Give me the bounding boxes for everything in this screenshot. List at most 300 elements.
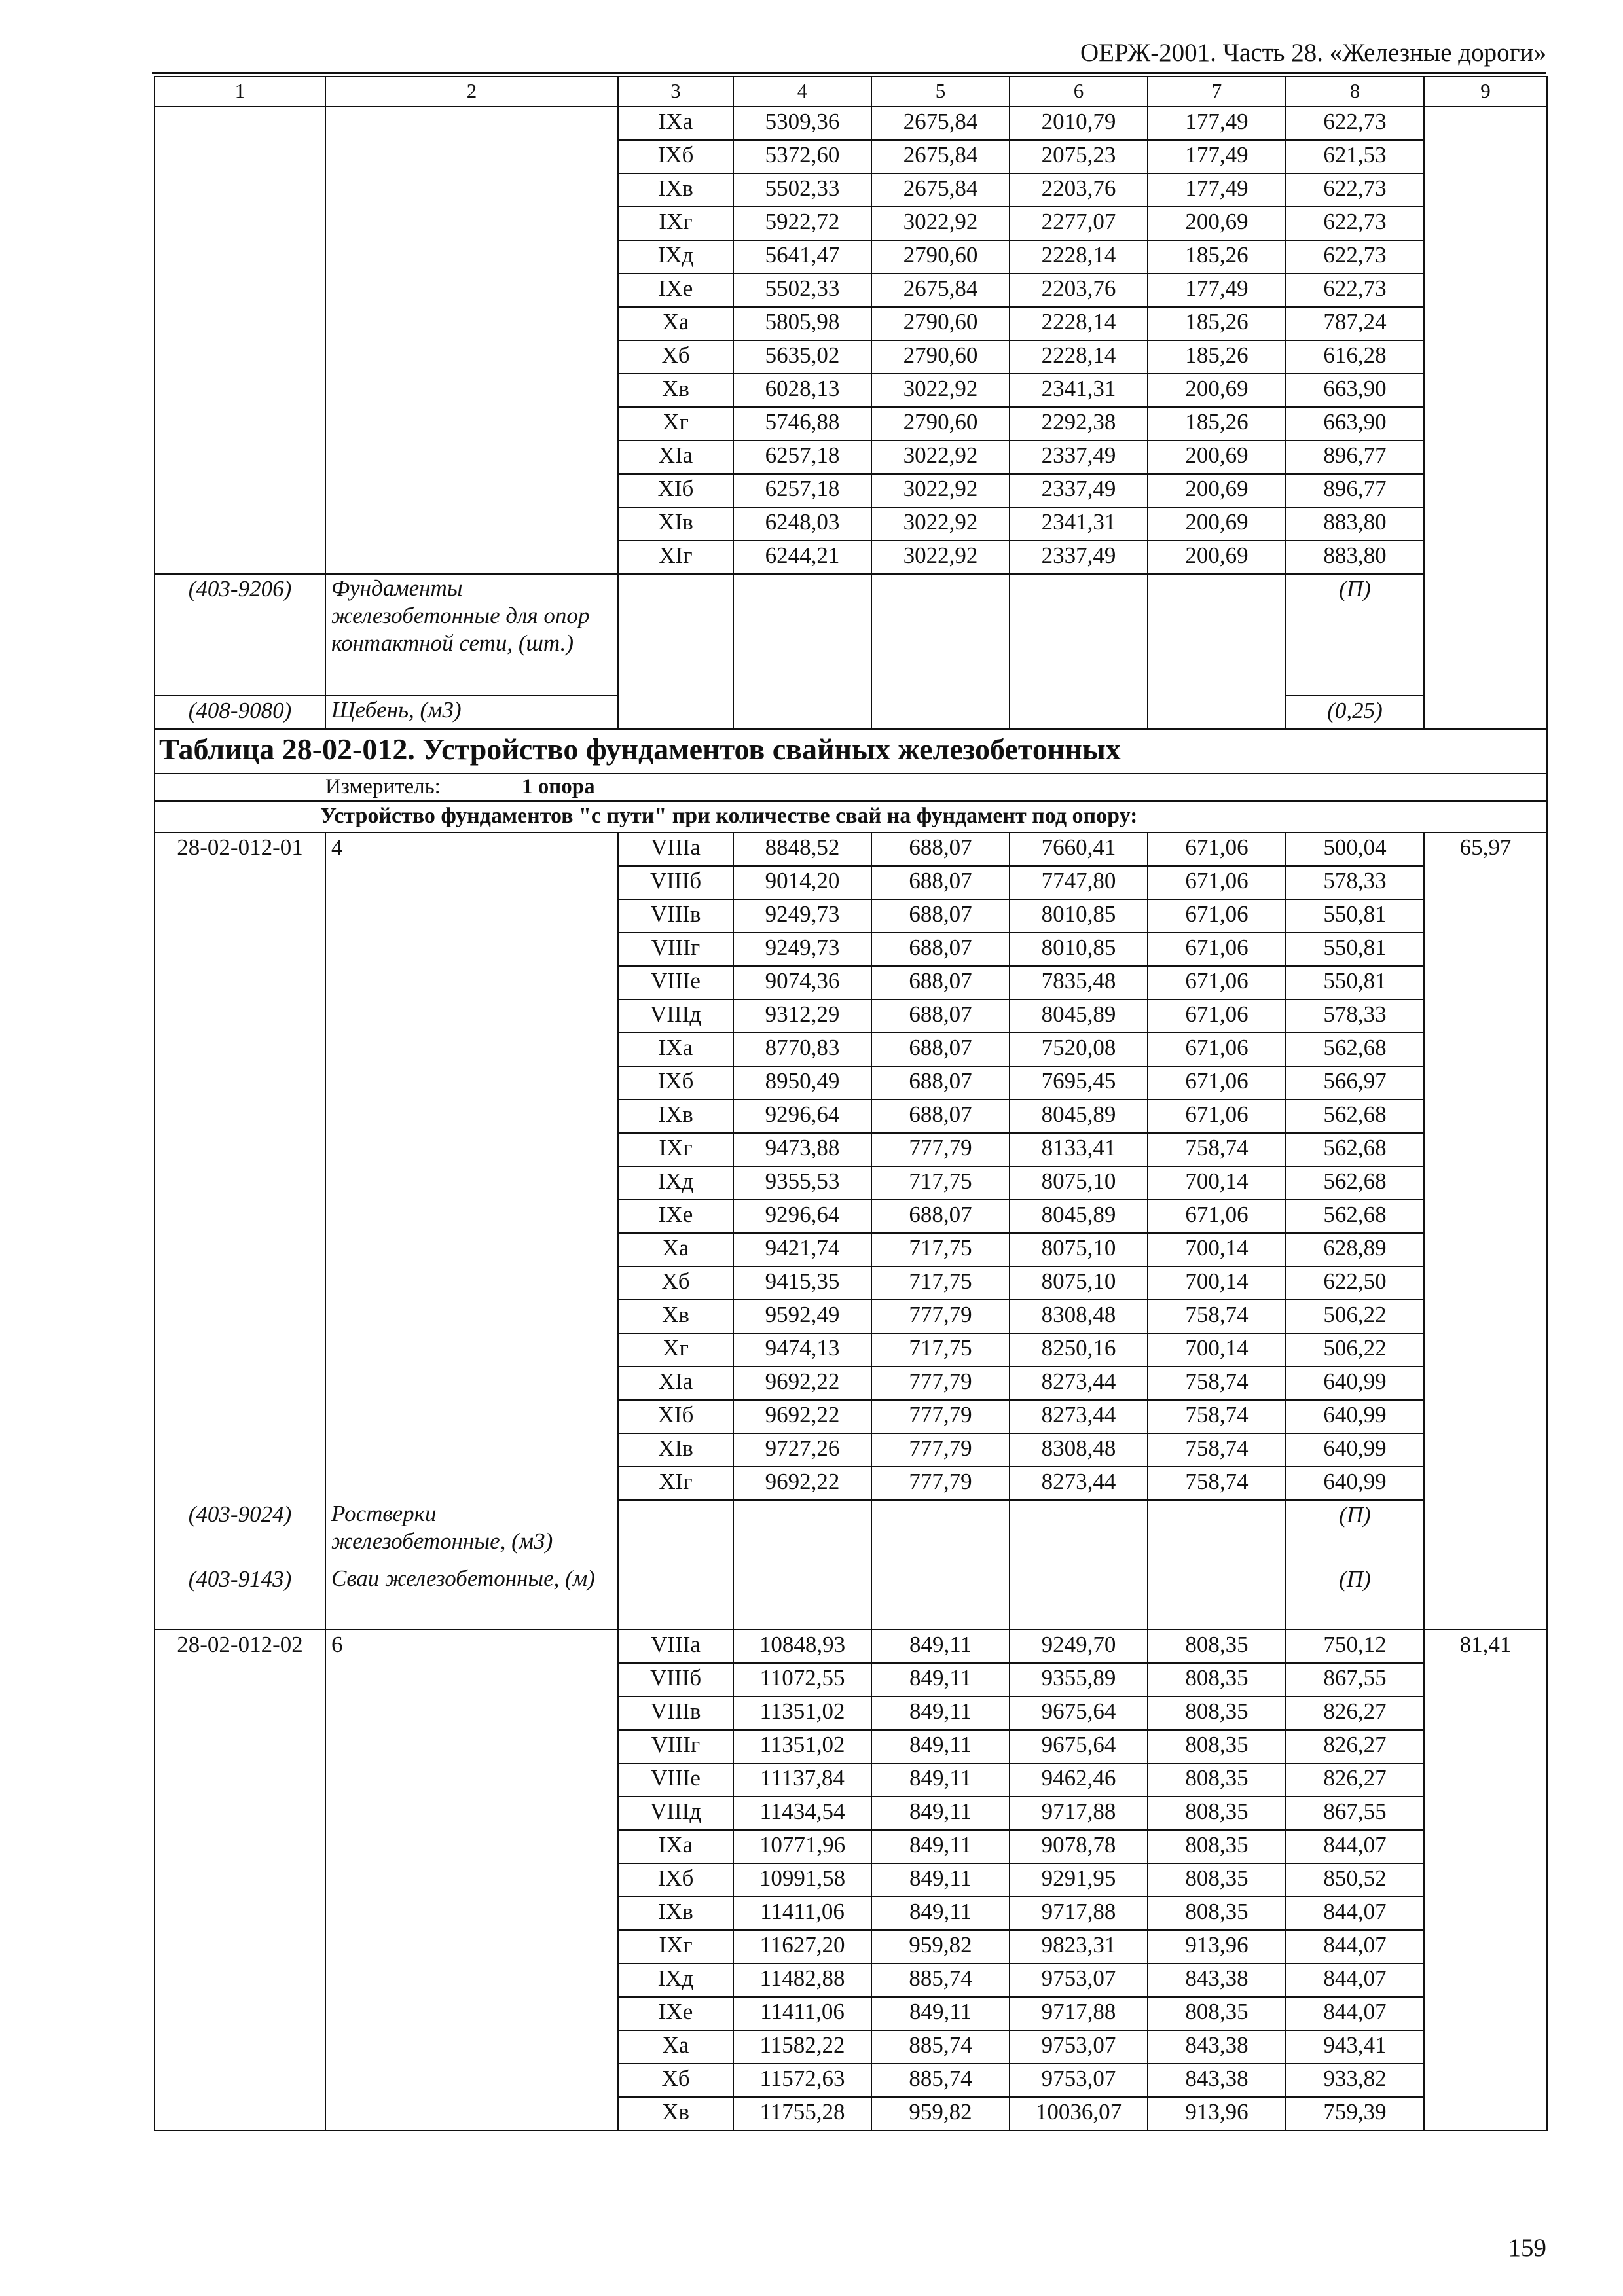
value-cell: 959,82 — [871, 1930, 1010, 1964]
zone-cell: Xв — [618, 2097, 733, 2130]
resource-code: (408-9080) — [155, 696, 325, 729]
value-cell: 10848,93 — [733, 1630, 871, 1663]
value-cell: 688,07 — [871, 833, 1010, 866]
code-cell — [155, 1100, 325, 1133]
description-cell — [325, 307, 618, 340]
code-cell — [155, 866, 325, 899]
table-row — [155, 1730, 1547, 1763]
value-cell: 9717,88 — [1010, 1797, 1148, 1830]
value-cell: 9291,95 — [1010, 1863, 1148, 1897]
value-cell: 11137,84 — [733, 1763, 871, 1797]
value-cell: 7835,48 — [1010, 966, 1148, 999]
value-cell: 808,35 — [1148, 1897, 1286, 1930]
col9-cell — [1424, 207, 1547, 240]
column-header: 2 — [325, 77, 618, 107]
code-cell — [155, 274, 325, 307]
value-cell: 200,69 — [1148, 440, 1286, 474]
code-cell — [155, 1696, 325, 1730]
description-cell — [325, 1830, 618, 1863]
zone-cell: IXв — [618, 1897, 733, 1930]
value-cell: 5502,33 — [733, 274, 871, 307]
value-cell: 808,35 — [1148, 1763, 1286, 1797]
code-cell — [155, 240, 325, 274]
value-cell: 943,41 — [1286, 2030, 1424, 2064]
value-cell: 5922,72 — [733, 207, 871, 240]
value-cell: 11482,88 — [733, 1964, 871, 1997]
zone-cell: VIIIг — [618, 933, 733, 966]
col9-cell — [1424, 1730, 1547, 1763]
value-cell: 177,49 — [1148, 173, 1286, 207]
value-cell: 640,99 — [1286, 1367, 1424, 1400]
table-row — [155, 1166, 1547, 1200]
col9-cell — [1424, 1133, 1547, 1166]
value-cell: 2675,84 — [871, 140, 1010, 173]
value-cell: 2790,60 — [871, 240, 1010, 274]
description-cell — [325, 1897, 618, 1930]
value-cell: 11627,20 — [733, 1930, 871, 1964]
value-cell: 688,07 — [871, 1066, 1010, 1100]
description-cell — [325, 207, 618, 240]
value-cell: 671,06 — [1148, 1066, 1286, 1100]
col9-cell — [1424, 474, 1547, 507]
column-header-row — [155, 77, 1547, 107]
value-cell: 3022,92 — [871, 507, 1010, 541]
value-cell: 200,69 — [1148, 541, 1286, 574]
value-cell: 185,26 — [1148, 407, 1286, 440]
table-row — [155, 1663, 1547, 1696]
value-cell: 6244,21 — [733, 541, 871, 574]
zone-cell: IXа — [618, 107, 733, 140]
value-cell: 8045,89 — [1010, 1200, 1148, 1233]
zone-cell: IXв — [618, 173, 733, 207]
empty-cell — [1148, 574, 1286, 696]
code-cell — [155, 1367, 325, 1400]
value-cell: 2341,31 — [1010, 374, 1148, 407]
value-cell: 185,26 — [1148, 307, 1286, 340]
zone-cell: IXа — [618, 1033, 733, 1066]
value-cell: 826,27 — [1286, 1696, 1424, 1730]
value-cell: 758,74 — [1148, 1400, 1286, 1433]
pile-count: 6 — [325, 1630, 618, 1663]
description-cell — [325, 966, 618, 999]
value-cell: 777,79 — [871, 1467, 1010, 1500]
table-row — [155, 1200, 1547, 1233]
value-cell: 849,11 — [871, 1730, 1010, 1763]
table-row — [155, 1467, 1547, 1500]
value-cell: 777,79 — [871, 1433, 1010, 1467]
value-cell: 550,81 — [1286, 933, 1424, 966]
empty-cell — [1424, 1565, 1547, 1630]
description-cell — [325, 866, 618, 899]
value-cell: 671,06 — [1148, 866, 1286, 899]
value-cell: 826,27 — [1286, 1763, 1424, 1797]
value-cell: 8273,44 — [1010, 1367, 1148, 1400]
value-cell: 550,81 — [1286, 899, 1424, 933]
zone-cell: IXе — [618, 1200, 733, 1233]
resource-mark: (П) — [1286, 1565, 1424, 1630]
value-cell: 9296,64 — [733, 1100, 871, 1133]
description-cell — [325, 1797, 618, 1830]
zone-cell: XIб — [618, 1400, 733, 1433]
value-cell: 8308,48 — [1010, 1300, 1148, 1333]
description-cell — [325, 899, 618, 933]
value-cell: 622,73 — [1286, 207, 1424, 240]
value-cell: 2277,07 — [1010, 207, 1148, 240]
code-cell — [155, 1763, 325, 1797]
value-cell: 896,77 — [1286, 440, 1424, 474]
col9-cell — [1424, 1696, 1547, 1730]
table-row — [155, 1997, 1547, 2030]
zone-cell: Xг — [618, 407, 733, 440]
col9-cell — [1424, 1863, 1547, 1897]
value-cell: 2228,14 — [1010, 307, 1148, 340]
value-cell: 3022,92 — [871, 440, 1010, 474]
value-cell: 959,82 — [871, 2097, 1010, 2130]
table-row — [155, 1797, 1547, 1830]
zone-cell: VIIIе — [618, 1763, 733, 1797]
col9-cell — [1424, 866, 1547, 899]
value-cell: 688,07 — [871, 1100, 1010, 1133]
description-cell — [325, 1233, 618, 1266]
code-cell — [155, 1400, 325, 1433]
empty-cell — [1424, 574, 1547, 696]
value-cell: 185,26 — [1148, 340, 1286, 374]
col9-cell — [1424, 1333, 1547, 1367]
value-cell: 10771,96 — [733, 1830, 871, 1863]
value-cell: 622,73 — [1286, 107, 1424, 140]
col9-cell — [1424, 1233, 1547, 1266]
table-row — [155, 1897, 1547, 1930]
zone-cell: IXг — [618, 1133, 733, 1166]
table-row — [155, 2064, 1547, 2097]
value-cell: 622,73 — [1286, 173, 1424, 207]
value-cell: 758,74 — [1148, 1467, 1286, 1500]
value-cell: 750,12 — [1286, 1630, 1424, 1663]
value-cell: 849,11 — [871, 1763, 1010, 1797]
value-cell: 6257,18 — [733, 440, 871, 474]
description-cell — [325, 999, 618, 1033]
value-cell: 2341,31 — [1010, 507, 1148, 541]
col9-cell — [1424, 1166, 1547, 1200]
table-row — [155, 307, 1547, 340]
table-row — [155, 407, 1547, 440]
value-cell: 883,80 — [1286, 541, 1424, 574]
value-cell: 688,07 — [871, 933, 1010, 966]
code-cell — [155, 2030, 325, 2064]
value-cell: 758,74 — [1148, 1133, 1286, 1166]
value-cell: 9078,78 — [1010, 1830, 1148, 1863]
zone-cell: VIIIе — [618, 966, 733, 999]
empty-cell — [618, 1565, 733, 1630]
code-cell — [155, 1830, 325, 1863]
code-cell — [155, 966, 325, 999]
code-cell — [155, 507, 325, 541]
table-row — [155, 999, 1547, 1033]
code-cell — [155, 999, 325, 1033]
value-cell: 578,33 — [1286, 866, 1424, 899]
value-cell: 913,96 — [1148, 1930, 1286, 1964]
value-cell: 688,07 — [871, 1033, 1010, 1066]
value-cell: 671,06 — [1148, 833, 1286, 866]
value-cell: 717,75 — [871, 1333, 1010, 1367]
value-cell: 843,38 — [1148, 1964, 1286, 1997]
value-cell: 550,81 — [1286, 966, 1424, 999]
description-cell — [325, 1367, 618, 1400]
col9-cell — [1424, 507, 1547, 541]
resource-code: (403-9024) — [155, 1500, 325, 1565]
measure-cell — [155, 774, 1547, 801]
table-row — [155, 1830, 1547, 1863]
value-cell: 808,35 — [1148, 1663, 1286, 1696]
code-cell — [155, 1897, 325, 1930]
code-cell — [155, 1930, 325, 1964]
value-cell: 506,22 — [1286, 1333, 1424, 1367]
value-cell: 688,07 — [871, 866, 1010, 899]
empty-cell — [618, 574, 733, 696]
col9-cell — [1424, 340, 1547, 374]
value-cell: 758,74 — [1148, 1367, 1286, 1400]
col9-cell — [1424, 1066, 1547, 1100]
zone-cell: VIIIб — [618, 1663, 733, 1696]
zone-cell: VIIIд — [618, 999, 733, 1033]
resource-mark: (П) — [1286, 1500, 1424, 1565]
value-cell: 777,79 — [871, 1300, 1010, 1333]
value-cell: 2228,14 — [1010, 340, 1148, 374]
resource-text: Щебень, (м3) — [325, 696, 618, 729]
value-cell: 640,99 — [1286, 1433, 1424, 1467]
description-cell — [325, 1930, 618, 1964]
value-cell: 200,69 — [1148, 507, 1286, 541]
value-cell: 9692,22 — [733, 1367, 871, 1400]
value-cell: 9692,22 — [733, 1400, 871, 1433]
zone-cell: VIIIв — [618, 899, 733, 933]
column-header: 3 — [618, 77, 733, 107]
measure-row — [155, 774, 1547, 801]
table-row — [155, 140, 1547, 173]
labor-cost: 81,41 — [1424, 1630, 1547, 1663]
value-cell: 777,79 — [871, 1133, 1010, 1166]
table-row — [155, 1630, 1547, 1663]
column-header: 1 — [155, 77, 325, 107]
value-cell: 2337,49 — [1010, 474, 1148, 507]
description-cell — [325, 1166, 618, 1200]
code-cell — [155, 173, 325, 207]
value-cell: 578,33 — [1286, 999, 1424, 1033]
zone-cell: XIг — [618, 541, 733, 574]
table-row — [155, 866, 1547, 899]
value-cell: 849,11 — [871, 1897, 1010, 1930]
col9-cell — [1424, 2064, 1547, 2097]
value-cell: 688,07 — [871, 999, 1010, 1033]
value-cell: 777,79 — [871, 1400, 1010, 1433]
col9-cell — [1424, 2097, 1547, 2130]
value-cell: 2790,60 — [871, 340, 1010, 374]
value-cell: 3022,92 — [871, 541, 1010, 574]
table-row — [155, 1763, 1547, 1797]
value-cell: 8045,89 — [1010, 1100, 1148, 1133]
col9-cell — [1424, 1200, 1547, 1233]
empty-cell — [1148, 1500, 1286, 1565]
description-cell — [325, 1433, 618, 1467]
resource-text: Ростверки железобетонные, (м3) — [325, 1500, 618, 1565]
table-row — [155, 966, 1547, 999]
resource-code: (403-9143) — [155, 1565, 325, 1630]
code-cell — [155, 2064, 325, 2097]
resource-text: Фундаменты железобетонные для опор контактной сети, (шт.) — [325, 574, 618, 696]
table-row — [155, 1400, 1547, 1433]
zone-cell: IXд — [618, 240, 733, 274]
code-cell — [155, 107, 325, 140]
value-cell: 500,04 — [1286, 833, 1424, 866]
value-cell: 8273,44 — [1010, 1467, 1148, 1500]
value-cell: 849,11 — [871, 1630, 1010, 1663]
code-cell — [155, 1964, 325, 1997]
table-row — [155, 1367, 1547, 1400]
value-cell: 844,07 — [1286, 1997, 1424, 2030]
zone-cell: IXб — [618, 140, 733, 173]
code-cell — [155, 307, 325, 340]
value-cell: 2203,76 — [1010, 274, 1148, 307]
value-cell: 11351,02 — [733, 1696, 871, 1730]
zone-cell: IXб — [618, 1863, 733, 1897]
value-cell: 7660,41 — [1010, 833, 1148, 866]
zone-cell: IXе — [618, 1997, 733, 2030]
description-cell — [325, 1997, 618, 2030]
code-cell — [155, 1730, 325, 1763]
code-cell — [155, 440, 325, 474]
value-cell: 200,69 — [1148, 207, 1286, 240]
col9-cell — [1424, 966, 1547, 999]
resource-code: (403-9206) — [155, 574, 325, 696]
code-cell — [155, 1663, 325, 1696]
col9-cell — [1424, 307, 1547, 340]
zone-cell: XIв — [618, 507, 733, 541]
value-cell: 9717,88 — [1010, 1897, 1148, 1930]
zone-cell: XIв — [618, 1433, 733, 1467]
zone-cell: Xг — [618, 1333, 733, 1367]
value-cell: 2337,49 — [1010, 440, 1148, 474]
description-cell — [325, 374, 618, 407]
empty-cell — [871, 1565, 1010, 1630]
table-row — [155, 340, 1547, 374]
table-row — [155, 1266, 1547, 1300]
value-cell: 688,07 — [871, 966, 1010, 999]
zone-cell: VIIIа — [618, 833, 733, 866]
value-cell: 9249,70 — [1010, 1630, 1148, 1663]
empty-cell — [1010, 1500, 1148, 1565]
zone-cell: VIIIв — [618, 1696, 733, 1730]
value-cell: 808,35 — [1148, 1997, 1286, 2030]
code-cell — [155, 1133, 325, 1166]
col9-cell — [1424, 107, 1547, 140]
empty-cell — [1010, 696, 1148, 729]
zone-cell: IXв — [618, 1100, 733, 1133]
value-cell: 808,35 — [1148, 1797, 1286, 1830]
col9-cell — [1424, 1266, 1547, 1300]
description-cell — [325, 2064, 618, 2097]
value-cell: 896,77 — [1286, 474, 1424, 507]
table-row — [155, 274, 1547, 307]
value-cell: 883,80 — [1286, 507, 1424, 541]
value-cell: 562,68 — [1286, 1166, 1424, 1200]
col9-cell — [1424, 407, 1547, 440]
value-cell: 885,74 — [871, 2030, 1010, 2064]
value-cell: 562,68 — [1286, 1033, 1424, 1066]
value-cell: 11582,22 — [733, 2030, 871, 2064]
col9-cell — [1424, 933, 1547, 966]
table-row — [155, 440, 1547, 474]
value-cell: 843,38 — [1148, 2064, 1286, 2097]
value-cell: 9312,29 — [733, 999, 871, 1033]
description-cell — [325, 933, 618, 966]
code-cell — [155, 1797, 325, 1830]
value-cell: 8133,41 — [1010, 1133, 1148, 1166]
value-cell: 9249,73 — [733, 933, 871, 966]
value-cell: 849,11 — [871, 1797, 1010, 1830]
code-cell — [155, 207, 325, 240]
description-cell — [325, 407, 618, 440]
value-cell: 9421,74 — [733, 1233, 871, 1266]
value-cell: 808,35 — [1148, 1830, 1286, 1863]
value-cell: 663,90 — [1286, 407, 1424, 440]
value-cell: 9675,64 — [1010, 1730, 1148, 1763]
col9-cell — [1424, 1100, 1547, 1133]
value-cell: 177,49 — [1148, 274, 1286, 307]
header-rule — [152, 72, 1546, 74]
value-cell: 671,06 — [1148, 999, 1286, 1033]
value-cell: 844,07 — [1286, 1897, 1424, 1930]
description-cell — [325, 1300, 618, 1333]
subheading: Устройство фундаментов "с пути" при количестве свай на фундамент под опору: — [155, 801, 1547, 833]
zone-cell: Xа — [618, 1233, 733, 1266]
value-cell: 717,75 — [871, 1266, 1010, 1300]
value-cell: 9592,49 — [733, 1300, 871, 1333]
labor-cost: 65,97 — [1424, 833, 1547, 866]
value-cell: 9823,31 — [1010, 1930, 1148, 1964]
value-cell: 562,68 — [1286, 1100, 1424, 1133]
zone-cell: Xа — [618, 2030, 733, 2064]
value-cell: 9249,73 — [733, 899, 871, 933]
value-cell: 2790,60 — [871, 307, 1010, 340]
value-cell: 671,06 — [1148, 933, 1286, 966]
resource-note-row — [155, 1500, 1547, 1565]
value-cell: 758,74 — [1148, 1433, 1286, 1467]
value-cell: 844,07 — [1286, 1830, 1424, 1863]
value-cell: 5635,02 — [733, 340, 871, 374]
empty-cell — [733, 1500, 871, 1565]
empty-cell — [871, 696, 1010, 729]
value-cell: 11351,02 — [733, 1730, 871, 1763]
resource-note-row — [155, 696, 1547, 729]
zone-cell: Xв — [618, 374, 733, 407]
code-cell — [155, 374, 325, 407]
empty-cell — [733, 696, 871, 729]
value-cell: 9675,64 — [1010, 1696, 1148, 1730]
value-cell: 9474,13 — [733, 1333, 871, 1367]
table-row — [155, 1696, 1547, 1730]
table-row — [155, 107, 1547, 140]
measure-value: 1 опора — [522, 775, 595, 798]
description-cell — [325, 1133, 618, 1166]
zone-cell: Xв — [618, 1300, 733, 1333]
col9-cell — [1424, 1897, 1547, 1930]
empty-cell — [1424, 1500, 1547, 1565]
value-cell: 3022,92 — [871, 207, 1010, 240]
value-cell: 616,28 — [1286, 340, 1424, 374]
value-cell: 9074,36 — [733, 966, 871, 999]
value-cell: 758,74 — [1148, 1300, 1286, 1333]
code-cell — [155, 1467, 325, 1500]
